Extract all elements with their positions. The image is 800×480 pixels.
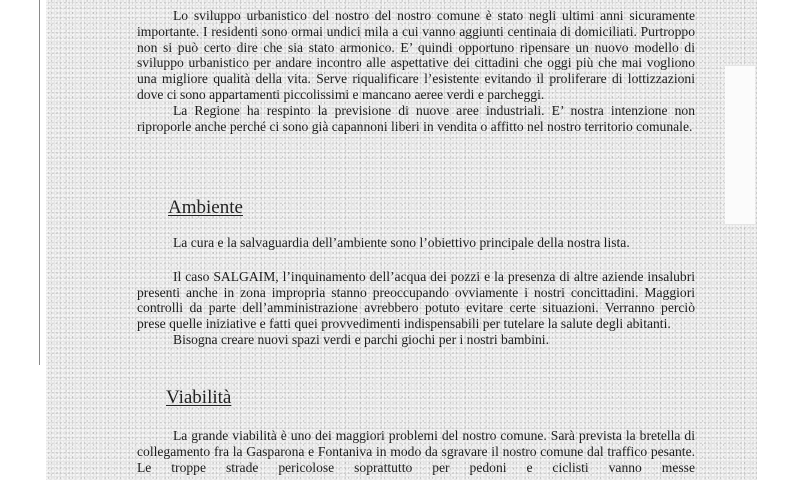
viabilita-section	[137, 428, 695, 475]
section-heading-ambiente: Ambiente	[168, 197, 243, 218]
intro-paragraph-2: La Regione ha respinto la previsione di nuove aree industriali. E’ nostra intenzione non riproporle anche perché ci sono già capannoni liberi in vendita o affitto nel nostro territorio comunale.	[137, 102, 695, 134]
scan-white-patch	[725, 66, 755, 224]
scan-edge-line	[39, 0, 40, 365]
section-heading-viabilita: Viabilità	[166, 387, 232, 408]
ambiente-section	[137, 235, 695, 348]
ambiente-paragraph-2: Il caso SALGAIM, l’inquinamento dell’acqua dei pozzi e la presenza di altre aziende insalubri presenti anche in zona impropria stanno preoccupando ovviamente i nostri concittadini. Maggiori controlli da parte dell’amministrazione avrebbero potuto evitare certe situazioni. Verranno perciò prese quelle iniziative e fatti quei provvedimenti indispensabili per tutelare la salute degli abitanti.	[137, 268, 695, 332]
viabilita-paragraph-1: La grande viabilità è uno dei maggiori problemi del nostro comune. Sarà prevista la bretella di collegamento fra la Gasparona e Fontaniva in modo da sgravare il nostro comune dal traffico pesante. Le troppe strade pericolose soprattutto per pedoni e ciclisti vanno messe	[137, 428, 695, 475]
intro-section	[137, 8, 695, 134]
ambiente-paragraph-3: Bisogna creare nuovi spazi verdi e parchi giochi per i nostri bambini.	[173, 331, 549, 347]
intro-paragraph-1: Lo sviluppo urbanistico del nostro del nostro comune è stato negli ultimi anni sicuramente importante. I residenti sono ormai undici mila a cui vanno aggiunti centinaia di domiciliati. Purtroppo non si può certo dire che sia stato armonico. E’ quindi opportuno ripensare un nuovo modello di sviluppo urbanistico per andare incontro alle aspettative dei cittadini che oggi più che mai vogliono una migliore qualità della vita. Serve riqualificare l’esistente evitando il proliferare di lottizzazioni dove ci sono appartamenti piccolissimi e mancano aerее verdi e parcheggi.	[137, 8, 695, 102]
ambiente-paragraph-1: La cura e la salvaguardia dell’ambiente sono l’obiettivo principale della nostra lista.	[173, 235, 630, 250]
